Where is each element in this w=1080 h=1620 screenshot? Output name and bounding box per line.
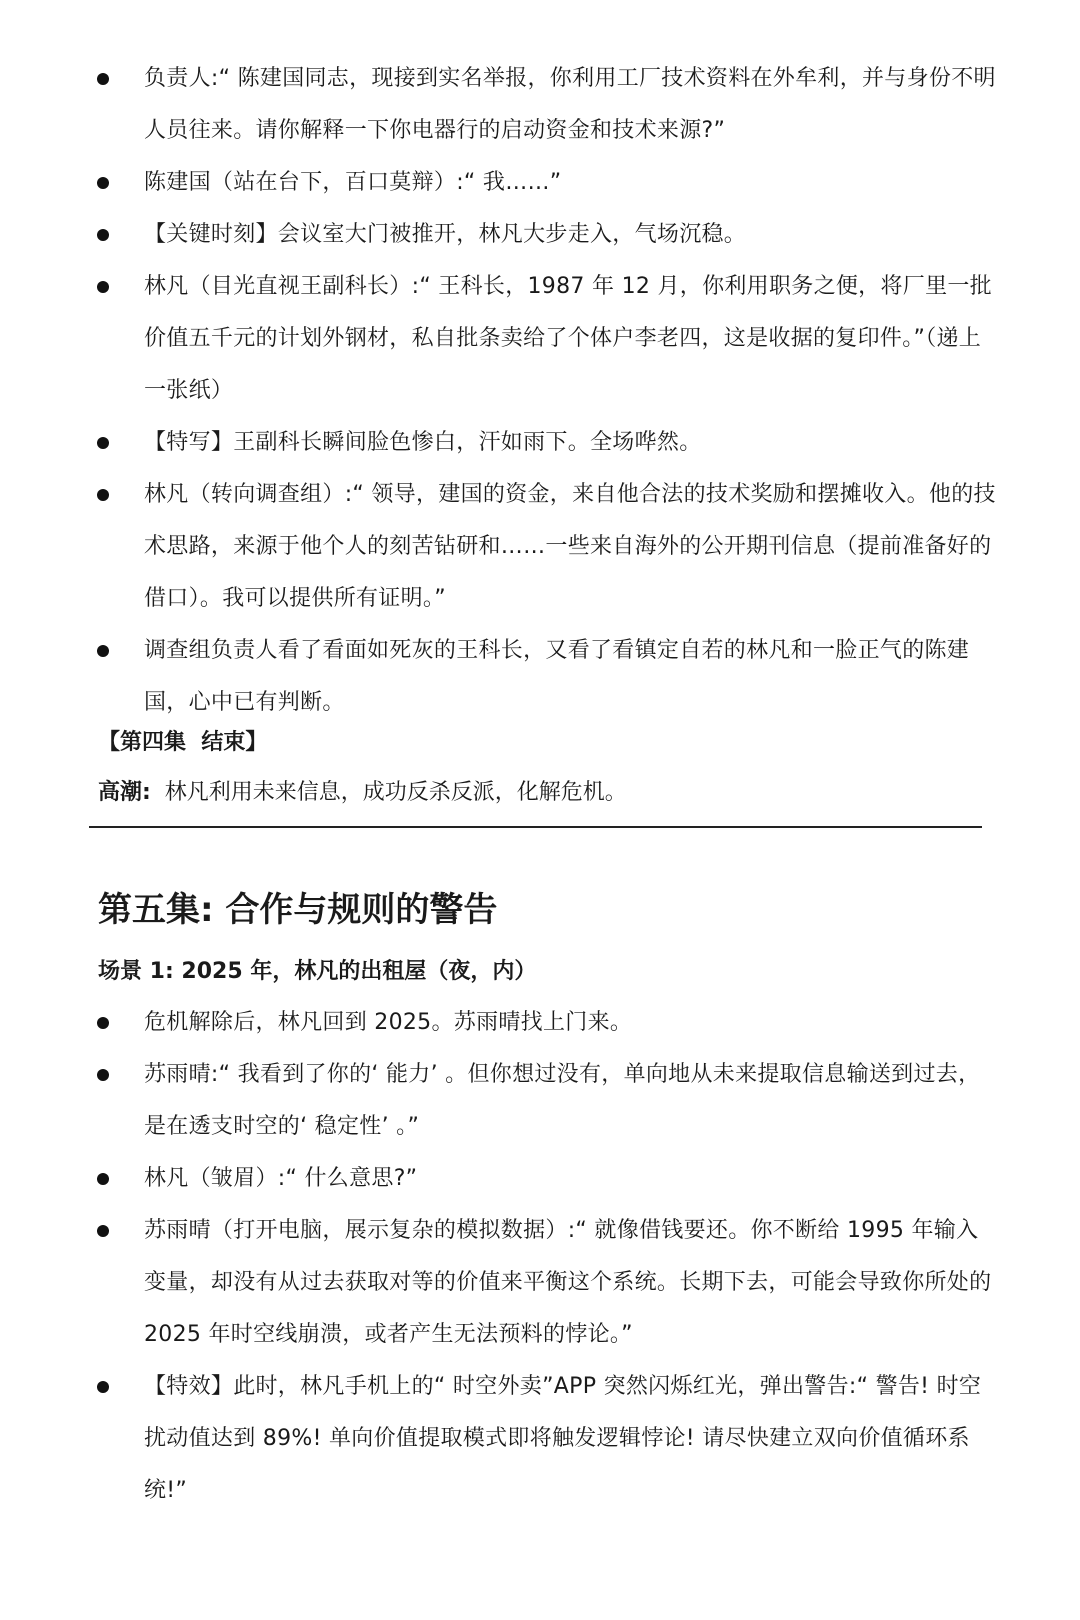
list-item-text: 【特写】王副科长瞬间脸色惨白，汗如雨下。全场哗然。: [144, 430, 702, 455]
episode-title: 第五集: 合作与规则的警告: [98, 890, 498, 930]
bullet-icon: [97, 177, 109, 189]
list-item-text: 陈建国（站在台下，百口莫辩）:“ 我……”: [144, 170, 562, 195]
list-item-text: 负责人:“ 陈建国同志，现接到实名举报，你利用工厂技术资料在外牟利，并与身份不明人员往来。请你解释一下你电器行的启动资金和技术来源?”: [144, 66, 996, 143]
bullet-icon: [97, 489, 109, 501]
list-item: [0, 625, 1080, 729]
list-item-text: 苏雨晴:“ 我看到了你的‘ 能力’ 。但你想过没有，单向地从未来提取信息输送到过去，是在透支时空的‘ 稳定性’ 。”: [144, 1062, 981, 1139]
bullet-icon: [97, 1225, 109, 1237]
list-item: [0, 53, 1080, 157]
list-item: [0, 469, 1080, 625]
bullet-list-episode-five: [0, 997, 1080, 1517]
bullet-icon: [97, 645, 109, 657]
list-item: [0, 997, 1080, 1049]
list-item-text: 林凡（皱眉）:“ 什么意思?”: [144, 1166, 418, 1191]
list-item-text: 【特效】此时，林凡手机上的“ 时空外卖”APP 突然闪烁红光，弹出警告:“ 警告! 时空扰动值达到 89%! 单向价值提取模式即将触发逻辑悖论! 请尽快建立双向价值循环系统!”: [144, 1374, 982, 1503]
bullet-icon: [97, 1381, 109, 1393]
list-item-text: 调查组负责人看了看面如死灰的王科长，又看了看镇定自若的林凡和一脸正气的陈建国，心中已有判断。: [144, 638, 970, 715]
bullet-list-episode-four: [0, 53, 1080, 729]
bullet-icon: [97, 1173, 109, 1185]
list-item: [0, 1205, 1080, 1361]
list-item: [0, 417, 1080, 469]
list-item-text: 【关键时刻】会议室大门被推开，林凡大步走入，气场沉稳。: [144, 222, 747, 247]
bullet-icon: [97, 281, 109, 293]
climax-label: 高潮:: [98, 780, 151, 805]
list-item-text: 危机解除后，林凡回到 2025。苏雨晴找上门来。: [144, 1010, 633, 1035]
climax-line: [98, 767, 627, 819]
bullet-icon: [97, 229, 109, 241]
bullet-icon: [97, 1017, 109, 1029]
list-item: [0, 1049, 1080, 1153]
list-item: [0, 261, 1080, 417]
list-item-text: 苏雨晴（打开电脑，展示复杂的模拟数据）:“ 就像借钱要还。你不断给 1995 年输入变量，却没有从过去获取对等的价值来平衡这个系统。长期下去，可能会导致你所处的 2025 年时空线崩溃，或者产生无法预料的悖论。”: [144, 1218, 992, 1347]
list-item: [0, 157, 1080, 209]
scene-heading: 场景 1: 2025 年，林凡的出租屋（夜，内）: [98, 959, 537, 984]
bullet-icon: [97, 73, 109, 85]
bullet-icon: [97, 1069, 109, 1081]
episode-end-label: 【第四集 结束】: [98, 730, 268, 755]
list-item: [0, 1361, 1080, 1517]
list-item-text: 林凡（转向调查组）:“ 领导，建国的资金，来自他合法的技术奖励和摆摊收入。他的技术思路，来源于他个人的刻苦钻研和……一些来自海外的公开期刊信息（提前准备好的借口）。我可以提供所有证明。”: [144, 482, 996, 611]
list-item-text: 林凡（目光直视王副科长）:“ 王科长，1987 年 12 月，你利用职务之便，将厂里一批价值五千元的计划外钢材，私自批条卖给了个体户李老四，这是收据的复印件。”（递上一张纸）: [144, 274, 992, 403]
bullet-icon: [97, 437, 109, 449]
climax-text: 林凡利用未来信息，成功反杀反派，化解危机。: [150, 780, 627, 805]
list-item: [0, 1153, 1080, 1205]
list-item: [0, 209, 1080, 261]
section-divider: [89, 826, 982, 828]
